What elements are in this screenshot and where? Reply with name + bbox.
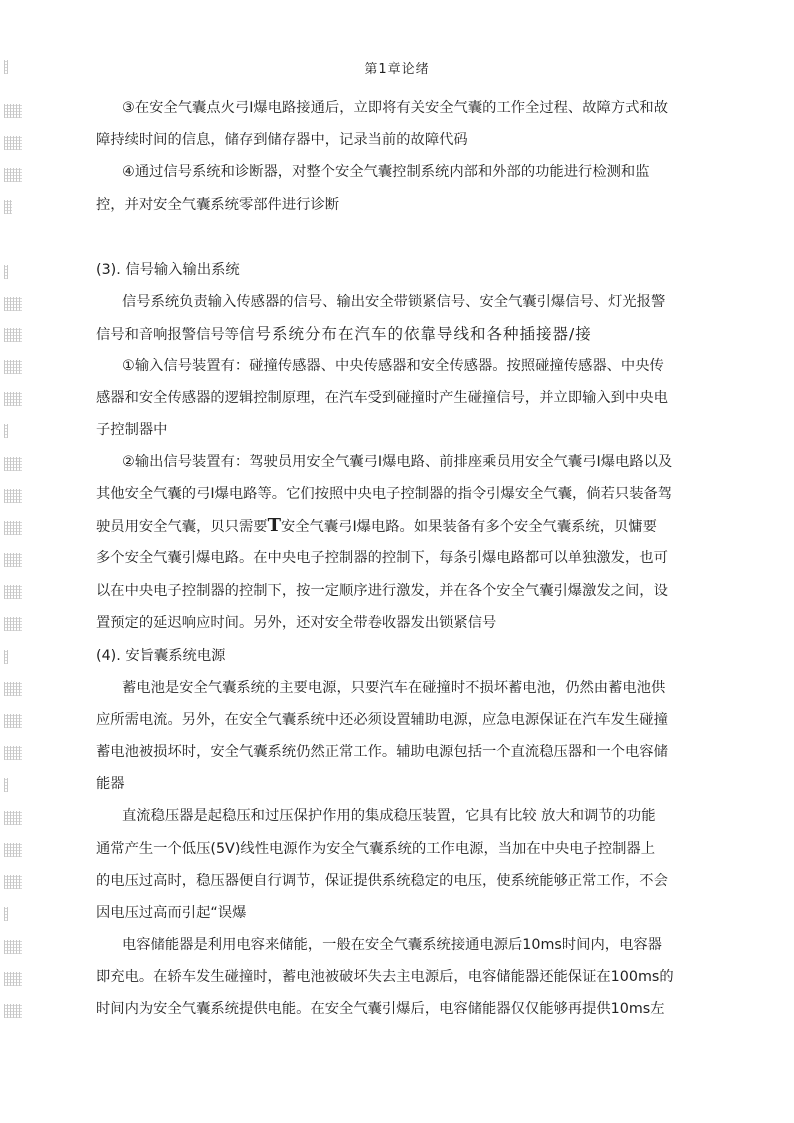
scan-mark — [4, 682, 22, 696]
text-line: 置预定的延迟响应时间。另外，还对安全带卷收器发出锁紧信号 — [96, 615, 497, 631]
page-header: 第1章论绪 — [364, 62, 430, 77]
text-line: 以在中央电子控制器的控制下，按一定顺序进行激发，并在各个安全气囊引爆激发之间，设 — [96, 583, 668, 599]
scan-mark — [4, 168, 22, 182]
section-heading: (4). 安旨囊系统电源 — [96, 648, 226, 664]
text-line: 控，并对安全气囊系统零部件进行诊断 — [96, 197, 340, 213]
scan-mark — [4, 972, 22, 986]
scan-mark — [4, 457, 22, 471]
scan-mark — [4, 811, 22, 825]
scan-mark — [4, 940, 22, 954]
scan-mark — [4, 200, 12, 214]
scan-mark — [4, 521, 22, 535]
text-line: ③在安全气囊点火弓I爆电路接通后，立即将有关安全气囊的工作全过程、故障方式和故 — [122, 100, 669, 116]
text-line: ①输入信号装置有：碰撞传感器、中央传感器和安全传感器。按照碰撞传感器、中央传 — [122, 358, 664, 374]
text-line: 通常产生一个低压(5V)线性电源作为安全气囊系统的工作电源，当加在中央电子控制器上 — [96, 841, 656, 857]
scan-mark — [4, 489, 22, 503]
scan-mark — [4, 424, 8, 438]
scan-mark — [4, 553, 22, 567]
scan-mark — [4, 650, 8, 664]
text-segment: 信号和音响报警信号等 — [96, 327, 239, 343]
text-line: 蓄电池被损坏时，安全气囊系统仍然正常工作。辅助电源包括一个直流稳压器和一个电容储 — [96, 744, 668, 760]
text-line: 时间内为安全气囊系统提供电能。在安全气囊引爆后，电容储能器仅仅能够再提供10ms左 — [96, 1001, 665, 1017]
scan-mark — [4, 1004, 22, 1018]
scan-mark — [4, 746, 22, 760]
scan-mark — [4, 875, 22, 889]
text-line: 感器和安全传感器的逻辑控制原理，在汽车受到碰撞时产生碰撞信号，并立即输入到中央电 — [96, 390, 668, 406]
scan-mark — [4, 778, 8, 792]
text-line: 应所需电流。另外，在安全气囊系统中还必须设置辅助电源，应急电源保证在汽车发生碰撞 — [96, 712, 668, 728]
scan-mark — [4, 392, 22, 406]
scan-mark — [4, 60, 8, 74]
text-line: 信号系统负责输入传感器的信号、输出安全带锁紧信号、安全气囊引爆信号、灯光报警 — [122, 294, 666, 310]
text-line — [96, 516, 657, 537]
text-line: 障持续时间的信息，储存到储存器中，记录当前的故障代码 — [96, 132, 468, 148]
scan-mark — [4, 714, 22, 728]
text-line: 电容储能器是利用电容来储能，一般在安全气囊系统接通电源后10ms时间内，电容器 — [122, 937, 662, 953]
scan-mark — [4, 328, 22, 342]
text-line: 直流稳压器是起稳压和过压保护作用的集成稳压装置，它具有比较 放大和调节的功能 — [122, 808, 656, 824]
scan-mark — [4, 136, 22, 150]
text-line: 其他安全气囊的弓I爆电路等。它们按照中央电子控制器的指令引爆安全气囊，倘若只装备驾 — [96, 486, 673, 502]
scan-mark — [4, 907, 8, 921]
scan-mark — [4, 104, 22, 118]
text-line: 的电压过高时，稳压器便自行调节，保证提供系统稳定的电压，使系统能够正常工作，不会 — [96, 873, 668, 889]
text-segment: 驶员用安全气囊，贝只需要 — [96, 519, 268, 535]
text-line — [96, 324, 592, 345]
scan-mark — [4, 617, 22, 631]
text-line: ④通过信号系统和诊断器，对整个安全气囊控制系统内部和外部的功能进行检测和监 — [122, 164, 650, 180]
text-line: ②输出信号装置有：驾驶员用安全气囊弓I爆电路、前排座乘员用安全气囊弓I爆电路以及 — [122, 454, 673, 470]
text-line: 即充电。在轿车发生碰撞时，蓄电池被破坏失去主电源后，电容储能器还能保证在100ms的 — [96, 969, 674, 985]
scan-mark — [4, 265, 8, 279]
text-segment-wide: 信号系统分布在汽车的依靠导线和各种插接器/接 — [238, 325, 592, 343]
scan-mark — [4, 297, 22, 311]
text-segment: 安全气囊弓I爆电路。如果装备有多个安全气囊系统，贝慵要 — [280, 519, 657, 535]
text-line: 多个安全气囊引爆电路。在中央电子控制器的控制下，每条引爆电路都可以单独激发，也可 — [96, 550, 668, 566]
scan-mark — [4, 585, 22, 599]
scan-mark — [4, 360, 22, 374]
scan-mark — [4, 843, 22, 857]
text-line: 蓄电池是安全气囊系统的主要电源，只要汽车在碰撞时不损坏蓄电池，仍然由蓄电池供 — [122, 680, 666, 696]
text-line: 子控制器中 — [96, 422, 168, 438]
text-line: 能器 — [96, 776, 125, 792]
text-line: 因电压过高而引起“误爆 — [96, 905, 247, 921]
text-segment-glyph: T — [267, 515, 281, 536]
section-heading: (3). 信号输入输出系统 — [96, 262, 240, 278]
